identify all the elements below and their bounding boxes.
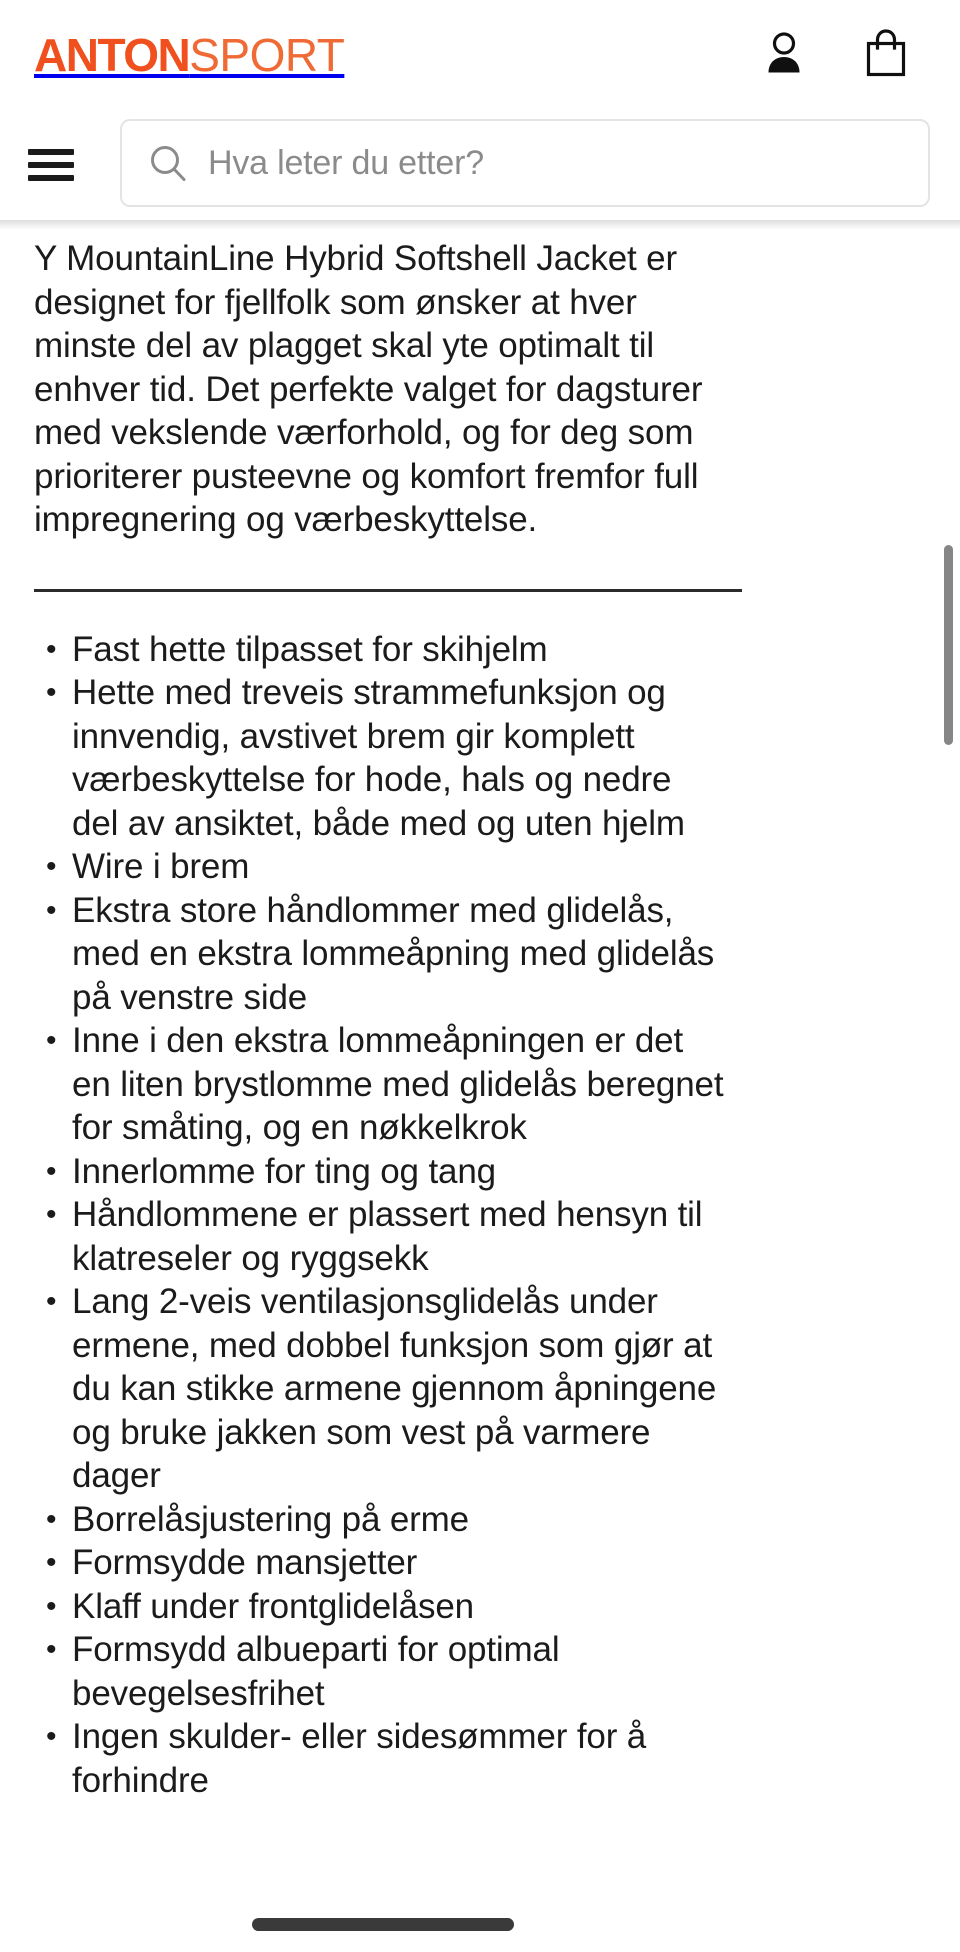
header-search-row: [0, 112, 960, 220]
vertical-scrollbar-track[interactable]: [942, 230, 956, 1952]
shopping-bag-icon: [864, 28, 908, 81]
search-box[interactable]: [120, 119, 930, 207]
search-input[interactable]: [206, 133, 902, 193]
header-top-row: [0, 0, 960, 112]
person-icon: [763, 30, 805, 79]
product-intro-paragraph: Y MountainLine Hybrid Softshell Jacket er designet for fjellfolk som ønsker at hver minste del av plagget skal yte optimalt til enhver tid. Det perfekte valget for dagsturer med vekslende værforhold, og for deg som prioriterer pusteevne og komfort fremfor full impregnering og værbeskyttelse.: [34, 239, 703, 539]
list-item: • Borrelåsjustering på erme: [0, 1498, 760, 1542]
hamburger-bar-1: [28, 149, 74, 155]
list-item: • Ingen skulder- eller sidesømmer for å forhindre: [0, 1715, 760, 1802]
hamburger-bar-3: [28, 175, 74, 181]
list-item: • Formsydd albueparti for optimal bevegelsesfrihet: [0, 1628, 760, 1715]
hamburger-bar-2: [28, 162, 74, 168]
site-logo[interactable]: [34, 29, 345, 81]
header-actions: [760, 28, 960, 80]
site-header: [0, 0, 960, 220]
list-item: • Hette med treveis strammefunksjon og innvendig, avstivet brem gir komplett værbeskyttelse for hode, hals og nedre del av ansiktet, både med og uten hjelm: [0, 671, 760, 845]
section-divider: [34, 589, 742, 592]
list-item: • Håndlommene er plassert med hensyn til klatreseler og ryggsekk: [0, 1193, 760, 1280]
list-item: • Ekstra store håndlommer med glidelås, med en ekstra lommeåpning med glidelås på venstre side: [0, 889, 760, 1020]
product-description-panel: [0, 220, 960, 1952]
logo-text-sport: SPORT: [189, 29, 345, 81]
list-item: • Innerlomme for ting og tang: [0, 1150, 760, 1194]
cart-button[interactable]: [862, 28, 910, 80]
account-button[interactable]: [760, 28, 808, 80]
list-item: • Klaff under frontglidelåsen: [0, 1585, 760, 1629]
list-item: • Inne i den ekstra lommeåpningen er det en liten brystlomme med glidelås beregnet for småting, og en nøkkelkrok: [0, 1019, 760, 1150]
hamburger-menu-icon[interactable]: [28, 144, 74, 186]
vertical-scrollbar-thumb[interactable]: [944, 545, 953, 745]
search-icon: [148, 143, 188, 183]
list-item: • Fast hette tilpasset for skihjelm: [0, 628, 760, 672]
list-item: • Wire i brem: [0, 845, 760, 889]
list-item: • Formsydde mansjetter: [0, 1541, 760, 1585]
product-feature-list: [0, 628, 760, 1803]
list-item: • Lang 2-veis ventilasjonsglidelås under ermene, med dobbel funksjon som gjør at du kan stikke armene gjennom åpningene og bruke jakken som vest på varmere dager: [0, 1280, 760, 1498]
content-inner: [0, 220, 960, 1802]
logo-text-anton: ANTON: [34, 29, 190, 81]
